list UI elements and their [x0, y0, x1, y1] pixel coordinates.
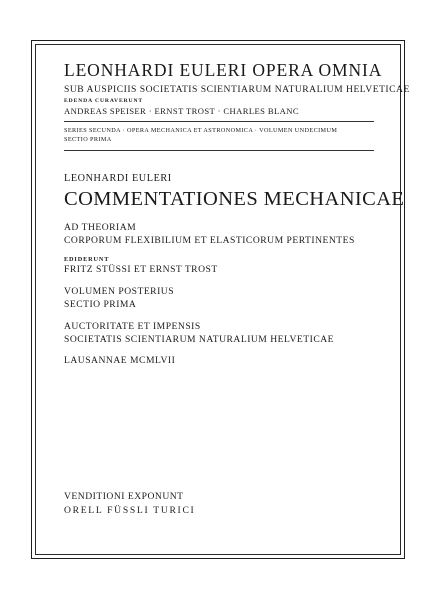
series-line-1: SERIES SECUNDA · OPERA MECHANICA ET ASTRONOMICA · VOLUMEN UNDECIMUM — [64, 127, 338, 134]
general-editors: ANDREAS SPEISER · ERNST TROST · CHARLES BLANC — [64, 106, 300, 116]
auspices-line: SUB AUSPICIIS SOCIETATIS SCIENTIARUM NATURALIUM HELVETICAE — [64, 84, 410, 95]
work-title: COMMENTATIONES MECHANICAE — [64, 188, 405, 210]
edenda-curaverunt-label: EDENDA CURAVERUNT — [64, 98, 144, 104]
vendors-line-2: ORELL FÜSSLI TURICI — [64, 505, 196, 516]
volume-line-2: SECTIO PRIMA — [64, 299, 137, 310]
ediderunt-label: EDIDERUNT — [64, 256, 110, 263]
authority-line-2: SOCIETATIS SCIENTIARUM NATURALIUM HELVETICAE — [64, 334, 335, 345]
vendors-line-1: VENDITIONI EXPONUNT — [64, 491, 184, 502]
volume-editors: FRITZ STÜSSI ET ERNST TROST — [64, 264, 218, 275]
author-line: LEONHARDI EULERI — [64, 173, 172, 184]
series-line-2: SECTIO PRIMA — [64, 136, 112, 143]
subtitle-line-2: CORPORUM FLEXIBILIUM ET ELASTICORUM PERTINENTES — [64, 235, 355, 246]
header-rule-top — [64, 121, 374, 122]
header-rule-bottom — [64, 150, 374, 151]
subtitle-line-1: AD THEORIAM — [64, 222, 137, 233]
volume-line-1: VOLUMEN POSTERIUS — [64, 286, 175, 297]
authority-line-1: AUCTORITATE ET IMPENSIS — [64, 321, 201, 332]
series-title: LEONHARDI EULERI OPERA OMNIA — [64, 60, 383, 80]
imprint-line: LAUSANNAE MCMLVII — [64, 355, 176, 366]
